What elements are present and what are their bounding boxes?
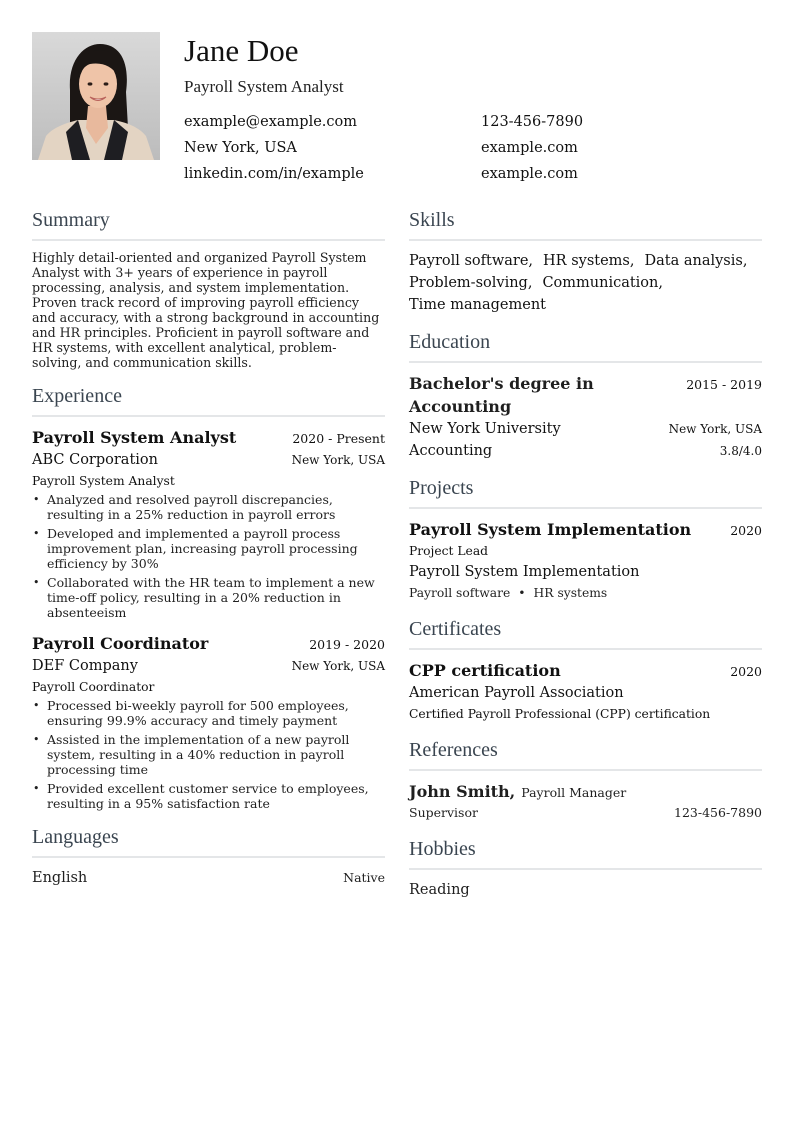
resume-header <box>184 32 764 185</box>
experience-heading: Experience <box>32 382 385 417</box>
skill-item: Data analysis, <box>644 253 748 269</box>
certificate-entry <box>409 659 762 724</box>
experience-location: New York, USA <box>291 659 385 673</box>
experience-position: Payroll Coordinator <box>32 634 209 653</box>
experience-entry <box>32 426 385 620</box>
education-degree: Bachelor's degree in Accounting <box>409 374 594 416</box>
languages-section <box>32 823 385 889</box>
skills-section <box>409 206 762 316</box>
email-link[interactable]: example@example.com <box>184 114 358 130</box>
hobbies-heading: Hobbies <box>409 835 762 870</box>
certificate-issuer: American Payroll Association <box>409 685 624 701</box>
skills-heading: Skills <box>409 206 762 241</box>
project-name: Payroll System Implementation <box>409 520 692 539</box>
bullet-item: • Developed and implemented a payroll process improvement plan, increasing payroll processing efficiency by 30% <box>32 526 385 571</box>
certificates-heading: Certificates <box>409 615 762 650</box>
bullet-item: • Processed bi-weekly payroll for 500 employees, ensuring 99.9% accuracy and timely payment <box>32 698 385 728</box>
project-keywords <box>409 583 762 603</box>
certificate-name: CPP certification <box>409 661 561 680</box>
project-date: 2020 <box>730 523 762 538</box>
reference-relationship: Supervisor <box>409 805 478 820</box>
left-column <box>32 206 385 901</box>
skill-item: Problem-solving, <box>409 275 533 291</box>
keyword-item: HR systems <box>533 586 608 600</box>
projects-section <box>409 474 762 603</box>
keyword-item: Payroll software <box>409 586 511 600</box>
website-link[interactable]: example.com <box>481 140 578 156</box>
certificates-section <box>409 615 762 724</box>
projects-heading: Projects <box>409 474 762 509</box>
project-description: Payroll System Implementation <box>409 564 640 580</box>
skills-list <box>409 250 762 316</box>
project-role: Project Lead <box>409 544 489 558</box>
profile-photo <box>32 32 160 160</box>
experience-summary: Payroll System Analyst <box>32 474 175 488</box>
experience-section <box>32 382 385 811</box>
education-entry <box>409 372 762 462</box>
education-section <box>409 328 762 462</box>
location-text: New York, USA <box>184 140 297 156</box>
summary-section <box>32 206 385 370</box>
reference-phone: 123-456-7890 <box>674 805 762 820</box>
references-section <box>409 736 762 823</box>
bullet-item: • Provided excellent customer service to employees, resulting in a 95% satisfaction rate <box>32 781 385 811</box>
right-column <box>409 206 762 913</box>
language-name: English <box>32 870 88 886</box>
phone-number[interactable]: 123-456-7890 <box>481 114 584 130</box>
skill-item: Time management <box>409 297 546 313</box>
experience-entry <box>32 632 385 811</box>
experience-bullets <box>32 492 385 620</box>
skill-item: Communication, <box>542 275 663 291</box>
bullet-item: • Assisted in the implementation of a new payroll system, resulting in a 40% reduction in payroll processing time <box>32 732 385 777</box>
experience-company: DEF Company <box>32 658 138 674</box>
bullet-item: • Collaborated with the HR team to implement a new time-off policy, resulting in a 20% reduction in absenteeism <box>32 575 385 620</box>
education-date: 2015 - 2019 <box>686 377 762 392</box>
experience-position: Payroll System Analyst <box>32 428 237 447</box>
references-heading: References <box>409 736 762 771</box>
experience-location: New York, USA <box>291 453 385 467</box>
language-level: Native <box>343 870 385 885</box>
profile-photo-image <box>32 32 160 160</box>
reference-entry <box>409 780 762 823</box>
bullet-item: • Analyzed and resolved payroll discrepancies, resulting in a 25% reduction in payroll errors <box>32 492 385 522</box>
experience-date: 2019 - 2020 <box>309 637 385 652</box>
education-score: 3.8/4.0 <box>719 444 762 458</box>
education-location: New York, USA <box>668 422 762 436</box>
education-heading: Education <box>409 328 762 363</box>
summary-text: Highly detail-oriented and organized Payroll System Analyst with 3+ years of experience in payroll processing, analysis, and system implementation. Proven track record of improving payroll efficiency and accuracy, with a strong background in accounting and HR principles. Proficient in payroll software and HR systems, with excellent analytical, problem-solving, and communication skills. <box>32 250 380 370</box>
experience-date: 2020 - Present <box>292 431 385 446</box>
summary-heading: Summary <box>32 206 385 241</box>
job-headline: Payroll System Analyst <box>184 77 344 96</box>
project-entry <box>409 518 762 603</box>
languages-heading: Languages <box>32 823 385 858</box>
experience-bullets <box>32 698 385 811</box>
reference-position: Payroll Manager <box>521 785 627 800</box>
hobby-item: Reading <box>409 882 470 898</box>
full-name: Jane Doe <box>184 33 299 68</box>
reference-name: John Smith, <box>409 782 516 801</box>
linkedin-link[interactable]: linkedin.com/in/example <box>184 166 364 182</box>
skill-item: HR systems, <box>543 253 635 269</box>
education-institution: New York University <box>409 421 561 437</box>
hobbies-section <box>409 835 762 901</box>
skill-item: Payroll software, <box>409 253 534 269</box>
certificate-date: 2020 <box>730 664 762 679</box>
certificate-summary: Certified Payroll Professional (CPP) certification <box>409 707 711 721</box>
website-link-secondary[interactable]: example.com <box>481 166 578 182</box>
experience-summary: Payroll Coordinator <box>32 680 155 694</box>
keyword-separator: • <box>518 586 526 600</box>
experience-company: ABC Corporation <box>32 452 158 468</box>
education-area: Accounting <box>409 443 493 459</box>
language-item <box>32 867 385 889</box>
contact-info <box>184 111 764 185</box>
